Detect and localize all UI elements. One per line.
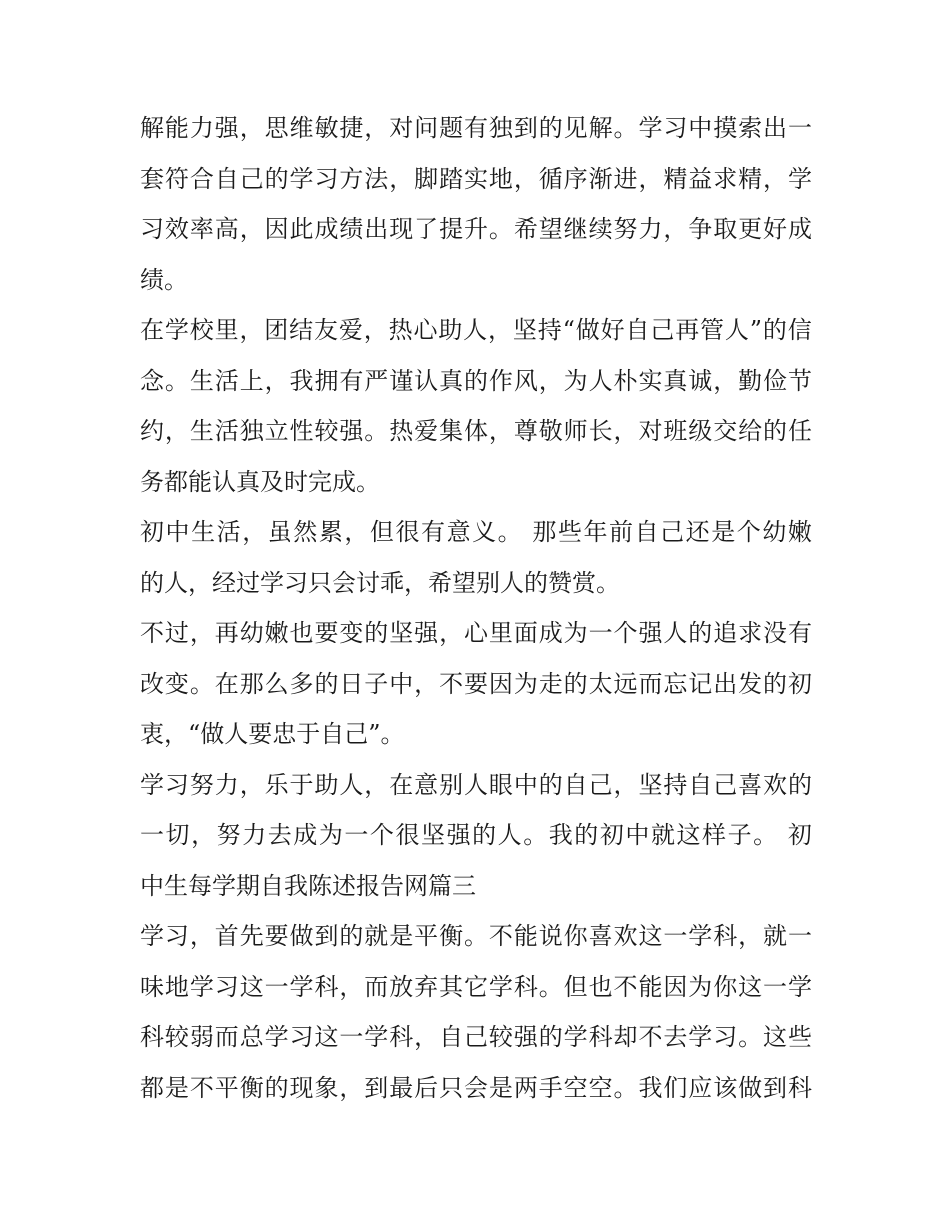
- text-line: 中生每学期自我陈述报告网篇三: [140, 871, 476, 900]
- text-line: 一 切 ， 努 力 去 成 为 一 个 很 坚 强 的 人 。 我 的 初 中 就 这 样 子 。 初: [140, 821, 812, 849]
- text-line: 习 效 率 高 ， 因 此 成 绩 出 现 了 提 升 。 希 望 继 续 努 力 ， 争 取 更 好 成: [140, 215, 812, 243]
- text-line: 不 过 ， 再 幼 嫩 也 要 变 的 坚 强 ， 心 里 面 成 为 一 个 强 人 的 追 求 没 有: [140, 619, 812, 647]
- text-line: 改 变 。 在 那 么 多 的 日 子 中 ， 不 要 因 为 走 的 太 远 而 忘 记 出 发 的 初: [140, 669, 812, 698]
- text-line: 套 符 合 自 己 的 学 习 方 法 ， 脚 踏 实 地 ， 循 序 渐 进 ， 精 益 求 精 ， 学: [140, 164, 812, 193]
- text-line: 绩。: [140, 265, 188, 294]
- text-line: 衷，“做人要忠于自己”。: [140, 720, 405, 748]
- body-text: [140, 103, 812, 1113]
- text-line: 初 中 生 活 ， 虽 然 累 ， 但 很 有 意 义 。 那 些 年 前 自 己 还 是 个 幼 嫩: [140, 518, 812, 546]
- text-line: 都 是 不 平 衡 的 现 象 ， 到 最 后 只 会 是 两 手 空 空 。 我 们 应 该 做 到 科: [140, 1073, 812, 1102]
- text-line: 解 能 力 强 ， 思 维 敏 捷 ， 对 问 题 有 独 到 的 见 解 。 学 习 中 摸 索 出 一: [140, 114, 812, 142]
- text-line: 科 较 弱 而 总 学 习 这 一 学 科 ， 自 己 较 强 的 学 科 却 不 去 学 习 。 这 些: [140, 1023, 812, 1051]
- text-line: 务都能认真及时完成。: [140, 467, 380, 496]
- text-line: 味 地 学 习 这 一 学 科 ， 而 放 弃 其 它 学 科 。 但 也 不 能 因 为 你 这 一 学: [140, 972, 812, 1001]
- text-line: 约 ， 生 活 独 立 性 较 强 。 热 爱 集 体 ， 尊 敬 师 长 ， 对 班 级 交 给 的 任: [140, 417, 812, 445]
- text-line: 学 习 努 力 ， 乐 于 助 人 ， 在 意 别 人 眼 中 的 自 己 ， 坚 持 自 己 喜 欢 的: [140, 770, 812, 799]
- text-line: 学 习 ， 首 先 要 做 到 的 就 是 平 衡 。 不 能 说 你 喜 欢 这 一 学 科 ， 就 一: [140, 922, 812, 950]
- text-line: 的人，经过学习只会讨乖，希望别人的赞赏。: [140, 568, 620, 597]
- text-line: 念 。 生 活 上 ， 我 拥 有 严 谨 认 真 的 作 风 ， 为 人 朴 实 真 诚 ， 勤 俭 节: [140, 366, 812, 395]
- text-line: 在 学 校 里 ， 团 结 友 爱 ， 热 心 助 人 ， 坚 持 “ 做 好 自 己 再 管 人 ” 的 信: [140, 316, 812, 344]
